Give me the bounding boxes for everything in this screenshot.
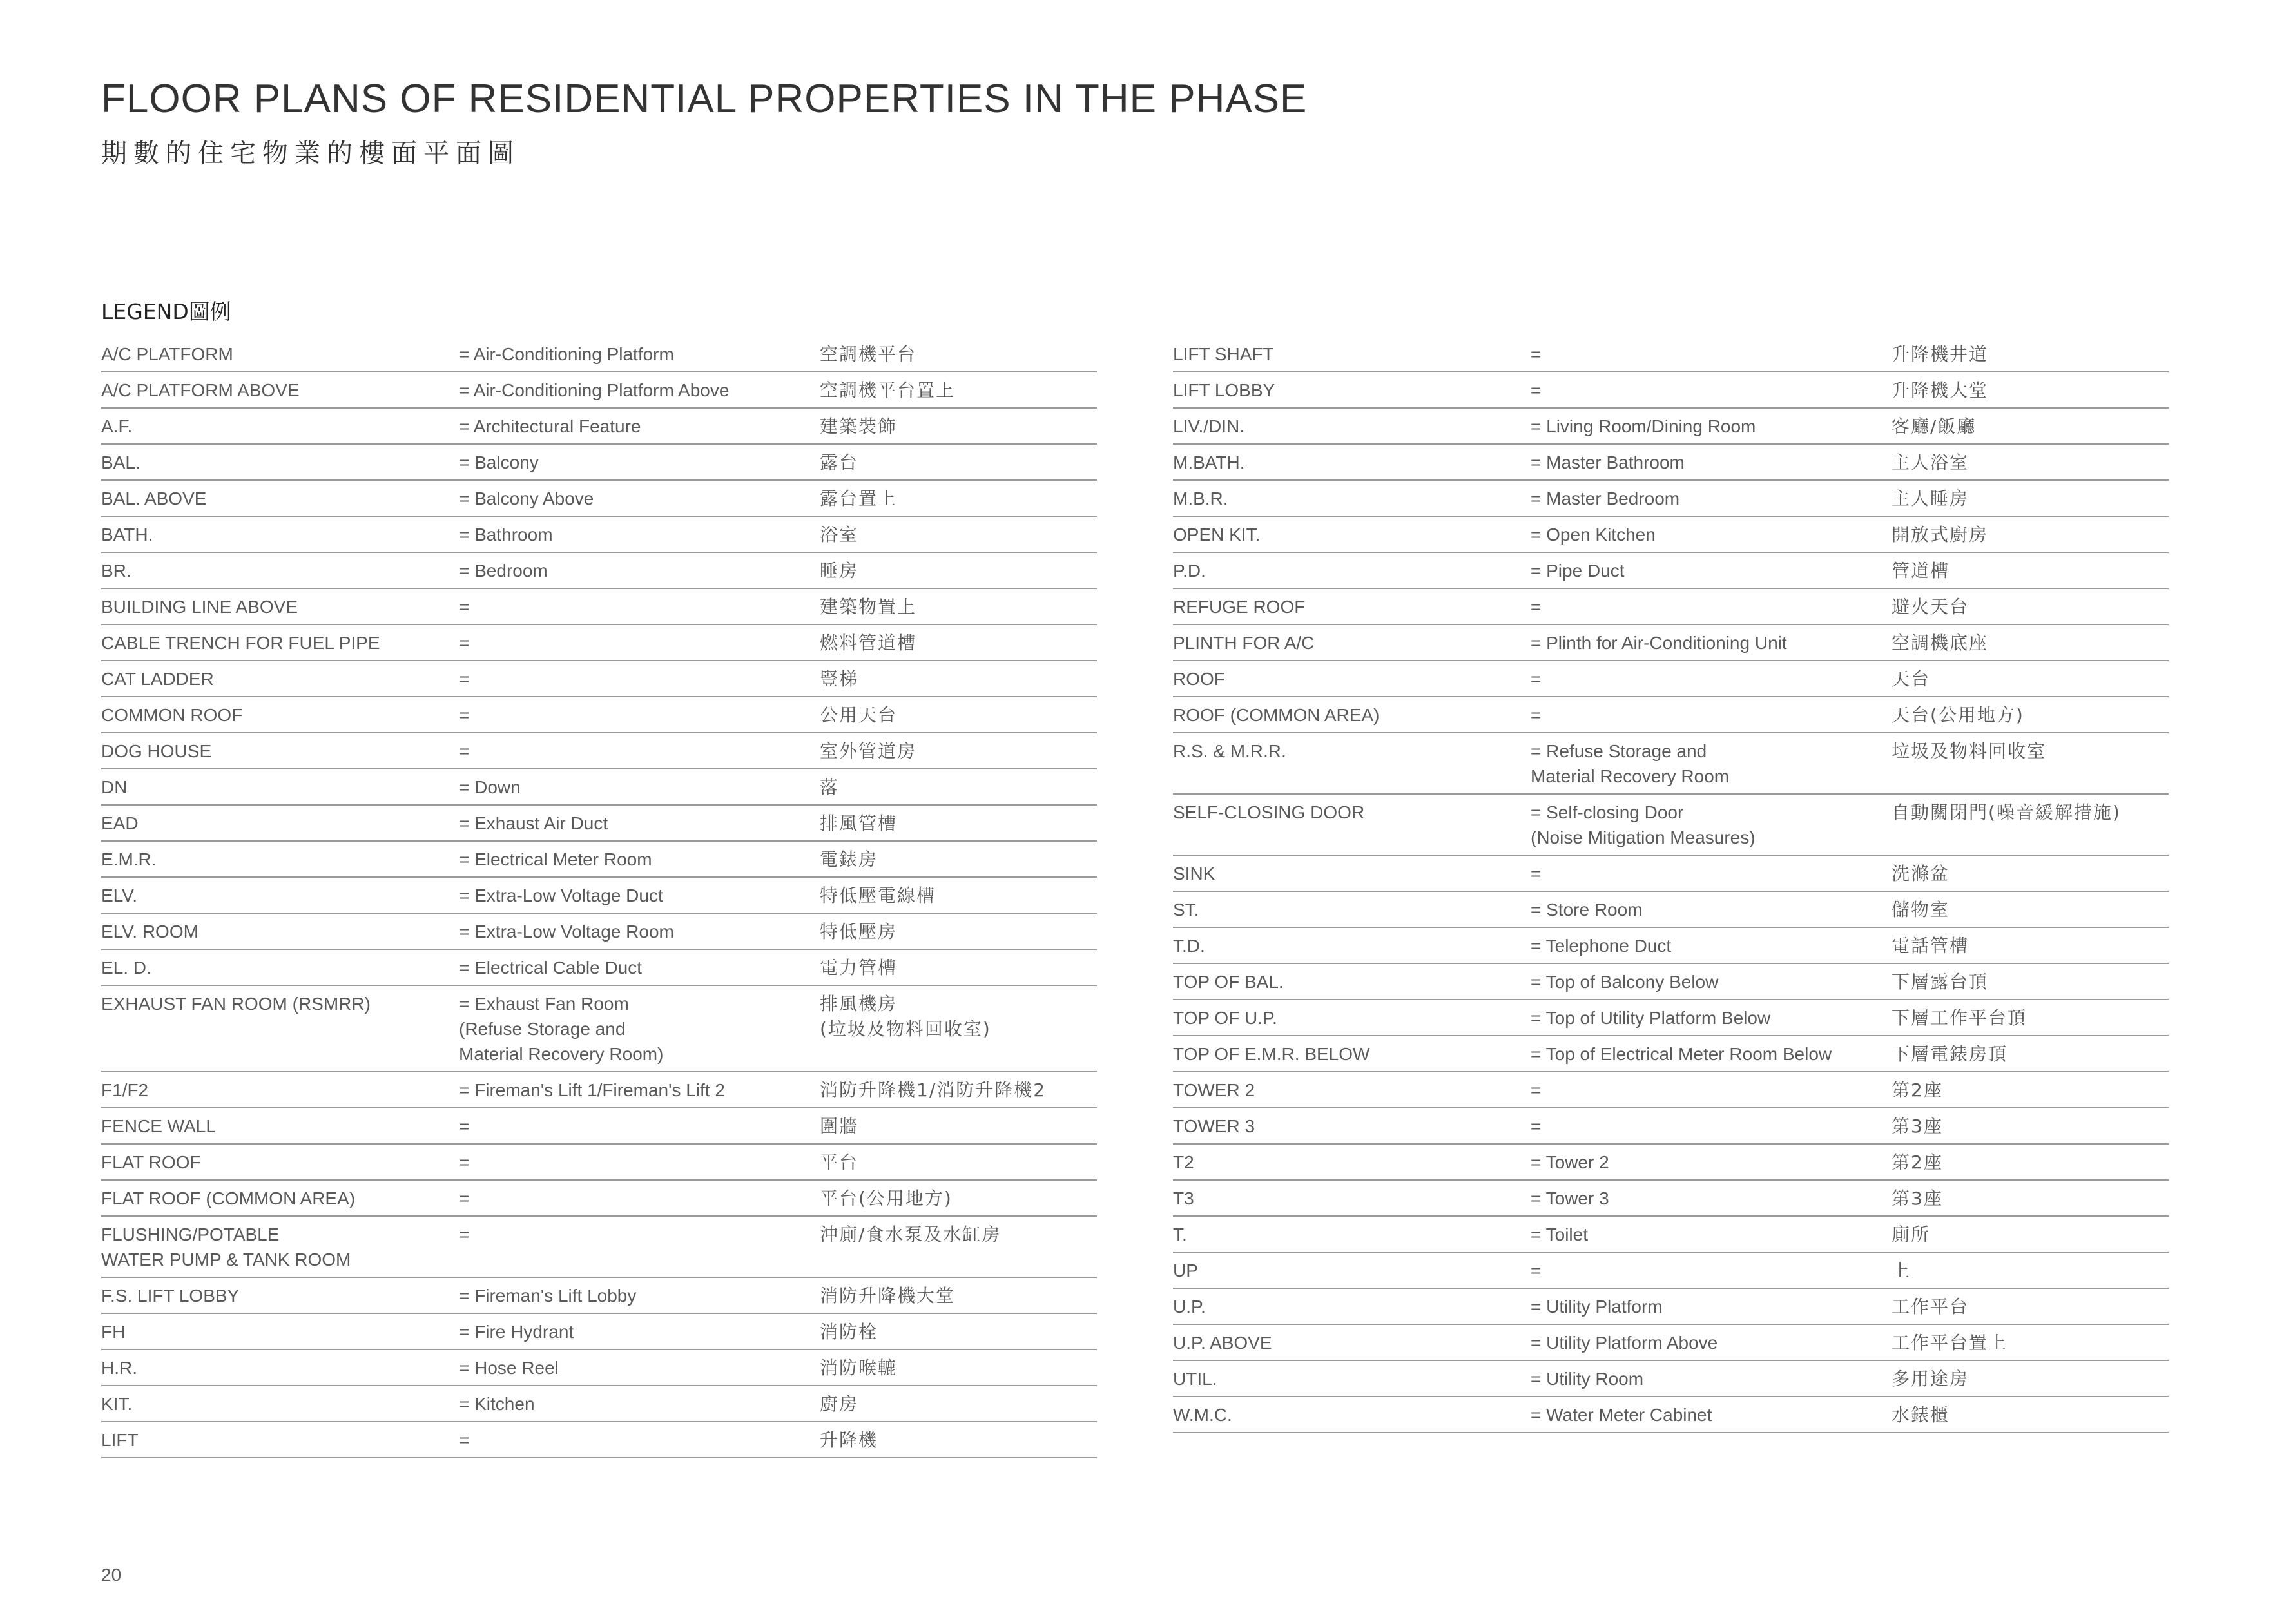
legend-description: = xyxy=(1531,661,1892,697)
legend-abbreviation: W.M.C. xyxy=(1173,1397,1531,1433)
legend-description: = Fireman's Lift 1/Fireman's Lift 2 xyxy=(459,1072,820,1108)
legend-abbreviation: BATH. xyxy=(101,516,459,552)
legend-row xyxy=(1173,552,2169,588)
legend-row xyxy=(101,552,1097,588)
legend-chinese-term: 第2座 xyxy=(1892,1144,2169,1180)
legend-row xyxy=(1173,1072,2169,1108)
legend-abbreviation: BUILDING LINE ABOVE xyxy=(101,588,459,624)
legend-chinese-term: 電力管槽 xyxy=(820,949,1097,985)
legend-description: = xyxy=(1531,855,1892,891)
legend-abbreviation: P.D. xyxy=(1173,552,1531,588)
legend-abbreviation: E.M.R. xyxy=(101,841,459,877)
legend-chinese-term: 下層工作平台頂 xyxy=(1892,1000,2169,1036)
legend-chinese-term: 排風管槽 xyxy=(820,805,1097,841)
legend-description: = Self-closing Door (Noise Mitigation Measures) xyxy=(1531,794,1892,855)
legend-chinese-term: 室外管道房 xyxy=(820,733,1097,769)
legend-description: = Tower 2 xyxy=(1531,1144,1892,1180)
legend-abbreviation: BAL. xyxy=(101,444,459,480)
legend-chinese-term: 落 xyxy=(820,769,1097,805)
legend-abbreviation: ROOF (COMMON AREA) xyxy=(1173,697,1531,733)
legend-abbreviation: T3 xyxy=(1173,1180,1531,1216)
legend-row xyxy=(101,841,1097,877)
legend-abbreviation: FH xyxy=(101,1313,459,1349)
legend-row xyxy=(101,1216,1097,1277)
legend-abbreviation: ST. xyxy=(1173,891,1531,927)
legend-abbreviation: T. xyxy=(1173,1216,1531,1252)
legend-chinese-term: 多用途房 xyxy=(1892,1360,2169,1397)
legend-description: = Master Bedroom xyxy=(1531,480,1892,516)
legend-row xyxy=(1173,1000,2169,1036)
legend-row xyxy=(1173,1180,2169,1216)
legend-heading: LEGEND圖例 xyxy=(101,299,231,324)
legend-abbreviation: FLAT ROOF (COMMON AREA) xyxy=(101,1180,459,1216)
legend-chinese-term: 圍牆 xyxy=(820,1108,1097,1144)
legend-row xyxy=(101,1180,1097,1216)
legend-chinese-term: 上 xyxy=(1892,1252,2169,1288)
legend-description: = Plinth for Air-Conditioning Unit xyxy=(1531,624,1892,661)
legend-row xyxy=(1173,1036,2169,1072)
legend-row xyxy=(1173,1324,2169,1360)
legend-description: = Top of Balcony Below xyxy=(1531,963,1892,1000)
legend-chinese-term: 消防喉轆 xyxy=(820,1349,1097,1386)
legend-abbreviation: LIFT LOBBY xyxy=(1173,372,1531,408)
legend-description: = Balcony xyxy=(459,444,820,480)
legend-abbreviation: LIFT SHAFT xyxy=(1173,336,1531,372)
legend-description: = Utility Platform xyxy=(1531,1288,1892,1324)
legend-chinese-term: 管道槽 xyxy=(1892,552,2169,588)
legend-description: = xyxy=(1531,336,1892,372)
legend-chinese-term: 主人睡房 xyxy=(1892,480,2169,516)
legend-row xyxy=(1173,891,2169,927)
legend-description: = xyxy=(459,1180,820,1216)
legend-description: = xyxy=(459,1144,820,1180)
legend-row xyxy=(101,805,1097,841)
legend-description: = Exhaust Air Duct xyxy=(459,805,820,841)
legend-chinese-term: 廁所 xyxy=(1892,1216,2169,1252)
legend-abbreviation: R.S. & M.R.R. xyxy=(1173,733,1531,794)
legend-chinese-term: 垃圾及物料回收室 xyxy=(1892,733,2169,794)
legend-description: = Toilet xyxy=(1531,1216,1892,1252)
legend-chinese-term: 升降機井道 xyxy=(1892,336,2169,372)
legend-row xyxy=(1173,1216,2169,1252)
legend-description: = Water Meter Cabinet xyxy=(1531,1397,1892,1433)
legend-description: = xyxy=(1531,1072,1892,1108)
legend-row xyxy=(101,697,1097,733)
legend-row xyxy=(101,1108,1097,1144)
legend-chinese-term: 消防升降機1/消防升降機2 xyxy=(820,1072,1097,1108)
legend-description: = Exhaust Fan Room (Refuse Storage and Material Recovery Room) xyxy=(459,985,820,1072)
legend-row xyxy=(101,985,1097,1072)
legend-row xyxy=(1173,794,2169,855)
legend-row xyxy=(101,480,1097,516)
legend-description: = Top of Utility Platform Below xyxy=(1531,1000,1892,1036)
legend-row xyxy=(1173,624,2169,661)
legend-row xyxy=(101,1072,1097,1108)
legend-row xyxy=(1173,1144,2169,1180)
legend-chinese-term: 第2座 xyxy=(1892,1072,2169,1108)
legend-row xyxy=(1173,480,2169,516)
legend-abbreviation: ELV. ROOM xyxy=(101,913,459,949)
legend-description: = xyxy=(459,733,820,769)
legend-chinese-term: 公用天台 xyxy=(820,697,1097,733)
legend-row xyxy=(101,372,1097,408)
legend-description: = Architectural Feature xyxy=(459,408,820,444)
legend-abbreviation: EAD xyxy=(101,805,459,841)
legend-row xyxy=(101,913,1097,949)
legend-chinese-term: 開放式廚房 xyxy=(1892,516,2169,552)
legend-abbreviation: PLINTH FOR A/C xyxy=(1173,624,1531,661)
legend-description: = Pipe Duct xyxy=(1531,552,1892,588)
legend-abbreviation: U.P. xyxy=(1173,1288,1531,1324)
legend-chinese-term: 建築裝飾 xyxy=(820,408,1097,444)
legend-row xyxy=(101,769,1097,805)
legend-description: = Tower 3 xyxy=(1531,1180,1892,1216)
legend-row xyxy=(1173,1397,2169,1433)
legend-abbreviation: T.D. xyxy=(1173,927,1531,963)
legend-row xyxy=(1173,444,2169,480)
legend-description: = Extra-Low Voltage Duct xyxy=(459,877,820,913)
legend-chinese-term: 平台 xyxy=(820,1144,1097,1180)
legend-row xyxy=(1173,927,2169,963)
legend-abbreviation: LIV./DIN. xyxy=(1173,408,1531,444)
legend-chinese-term: 豎梯 xyxy=(820,661,1097,697)
legend-abbreviation: UTIL. xyxy=(1173,1360,1531,1397)
legend-abbreviation: T2 xyxy=(1173,1144,1531,1180)
legend-row xyxy=(1173,336,2169,372)
legend-chinese-term: 平台(公用地方) xyxy=(820,1180,1097,1216)
legend-table-right xyxy=(1173,336,2169,1433)
legend-abbreviation: DOG HOUSE xyxy=(101,733,459,769)
legend-chinese-term: 浴室 xyxy=(820,516,1097,552)
legend-abbreviation: ELV. xyxy=(101,877,459,913)
legend-row xyxy=(101,733,1097,769)
legend-row xyxy=(101,1349,1097,1386)
legend-row xyxy=(101,949,1097,985)
legend-description: = Bedroom xyxy=(459,552,820,588)
legend-description: = Balcony Above xyxy=(459,480,820,516)
legend-abbreviation: DN xyxy=(101,769,459,805)
legend-row xyxy=(1173,1252,2169,1288)
legend-chinese-term: 工作平台置上 xyxy=(1892,1324,2169,1360)
legend-row xyxy=(1173,697,2169,733)
legend-table-left xyxy=(101,336,1097,1458)
legend-chinese-term: 空調機平台 xyxy=(820,336,1097,372)
legend-abbreviation: SINK xyxy=(1173,855,1531,891)
legend-description: = xyxy=(1531,697,1892,733)
legend-row xyxy=(1173,372,2169,408)
legend-abbreviation: EXHAUST FAN ROOM (RSMRR) xyxy=(101,985,459,1072)
legend-abbreviation: BR. xyxy=(101,552,459,588)
legend-row xyxy=(101,624,1097,661)
legend-row xyxy=(1173,733,2169,794)
page-number: 20 xyxy=(101,1565,122,1585)
legend-chinese-term: 燃料管道槽 xyxy=(820,624,1097,661)
legend-chinese-term: 消防升降機大堂 xyxy=(820,1277,1097,1313)
legend-description: = xyxy=(1531,1252,1892,1288)
legend-description: = Master Bathroom xyxy=(1531,444,1892,480)
legend-description: = Telephone Duct xyxy=(1531,927,1892,963)
legend-chinese-term: 電話管槽 xyxy=(1892,927,2169,963)
legend-row xyxy=(101,336,1097,372)
legend-chinese-term: 空調機平台置上 xyxy=(820,372,1097,408)
legend-abbreviation: F.S. LIFT LOBBY xyxy=(101,1277,459,1313)
legend-abbreviation: BAL. ABOVE xyxy=(101,480,459,516)
legend-row xyxy=(1173,516,2169,552)
legend-chinese-term: 水錶櫃 xyxy=(1892,1397,2169,1433)
legend-row xyxy=(101,877,1097,913)
legend-abbreviation: M.BATH. xyxy=(1173,444,1531,480)
legend-chinese-term: 主人浴室 xyxy=(1892,444,2169,480)
legend-chinese-term: 特低壓房 xyxy=(820,913,1097,949)
legend-row xyxy=(101,1144,1097,1180)
legend-abbreviation: TOWER 2 xyxy=(1173,1072,1531,1108)
legend-chinese-term: 沖廁/食水泵及水缸房 xyxy=(820,1216,1097,1277)
legend-description: = xyxy=(459,624,820,661)
legend-row xyxy=(1173,963,2169,1000)
legend-abbreviation: OPEN KIT. xyxy=(1173,516,1531,552)
legend-chinese-term: 露台 xyxy=(820,444,1097,480)
legend-row xyxy=(1173,408,2169,444)
legend-chinese-term: 升降機 xyxy=(820,1422,1097,1458)
legend-abbreviation: A.F. xyxy=(101,408,459,444)
legend-row xyxy=(1173,661,2169,697)
legend-chinese-term: 下層露台頂 xyxy=(1892,963,2169,1000)
legend-abbreviation: A/C PLATFORM xyxy=(101,336,459,372)
legend-abbreviation: CABLE TRENCH FOR FUEL PIPE xyxy=(101,624,459,661)
legend-chinese-term: 升降機大堂 xyxy=(1892,372,2169,408)
legend-abbreviation: TOP OF U.P. xyxy=(1173,1000,1531,1036)
legend-chinese-term: 排風機房 (垃圾及物料回收室) xyxy=(820,985,1097,1072)
legend-description: = Utility Room xyxy=(1531,1360,1892,1397)
legend-abbreviation: REFUGE ROOF xyxy=(1173,588,1531,624)
legend-abbreviation: FLAT ROOF xyxy=(101,1144,459,1180)
legend-abbreviation: H.R. xyxy=(101,1349,459,1386)
legend-row xyxy=(101,1422,1097,1458)
legend-chinese-term: 第3座 xyxy=(1892,1180,2169,1216)
legend-row xyxy=(101,1386,1097,1422)
legend-description: = Refuse Storage and Material Recovery Room xyxy=(1531,733,1892,794)
legend-abbreviation: COMMON ROOF xyxy=(101,697,459,733)
legend-description: = xyxy=(459,697,820,733)
legend-abbreviation: SELF-CLOSING DOOR xyxy=(1173,794,1531,855)
legend-row xyxy=(101,1277,1097,1313)
legend-description: = Top of Electrical Meter Room Below xyxy=(1531,1036,1892,1072)
legend-description: = xyxy=(459,661,820,697)
legend-abbreviation: FLUSHING/POTABLE WATER PUMP & TANK ROOM xyxy=(101,1216,459,1277)
legend-abbreviation: EL. D. xyxy=(101,949,459,985)
legend-description: = Electrical Cable Duct xyxy=(459,949,820,985)
legend-abbreviation: KIT. xyxy=(101,1386,459,1422)
legend-chinese-term: 天台 xyxy=(1892,661,2169,697)
legend-chinese-term: 天台(公用地方) xyxy=(1892,697,2169,733)
legend-chinese-term: 睡房 xyxy=(820,552,1097,588)
legend-row xyxy=(101,408,1097,444)
legend-abbreviation: CAT LADDER xyxy=(101,661,459,697)
legend-description: = xyxy=(459,1108,820,1144)
legend-chinese-term: 電錶房 xyxy=(820,841,1097,877)
page-title-chinese: 期數的住宅物業的樓面平面圖 xyxy=(101,139,520,168)
legend-row xyxy=(1173,855,2169,891)
legend-description: = Fireman's Lift Lobby xyxy=(459,1277,820,1313)
legend-description: = xyxy=(1531,372,1892,408)
legend-description: = Air-Conditioning Platform Above xyxy=(459,372,820,408)
legend-description: = Extra-Low Voltage Room xyxy=(459,913,820,949)
legend-description: = xyxy=(459,588,820,624)
legend-chinese-term: 工作平台 xyxy=(1892,1288,2169,1324)
legend-description: = Utility Platform Above xyxy=(1531,1324,1892,1360)
legend-description: = Bathroom xyxy=(459,516,820,552)
legend-chinese-term: 自動關閉門(噪音緩解措施) xyxy=(1892,794,2169,855)
legend-description: = xyxy=(459,1216,820,1277)
legend-chinese-term: 客廳/飯廳 xyxy=(1892,408,2169,444)
legend-row xyxy=(101,516,1097,552)
legend-row xyxy=(101,444,1097,480)
legend-description: = Open Kitchen xyxy=(1531,516,1892,552)
legend-description: = Hose Reel xyxy=(459,1349,820,1386)
legend-description: = xyxy=(459,1422,820,1458)
legend-description: = Down xyxy=(459,769,820,805)
legend-row xyxy=(1173,1288,2169,1324)
legend-abbreviation: A/C PLATFORM ABOVE xyxy=(101,372,459,408)
legend-description: = Living Room/Dining Room xyxy=(1531,408,1892,444)
legend-chinese-term: 特低壓電線槽 xyxy=(820,877,1097,913)
legend-row xyxy=(1173,1108,2169,1144)
legend-chinese-term: 建築物置上 xyxy=(820,588,1097,624)
legend-chinese-term: 避火天台 xyxy=(1892,588,2169,624)
legend-row xyxy=(101,1313,1097,1349)
legend-chinese-term: 第3座 xyxy=(1892,1108,2169,1144)
legend-row xyxy=(1173,588,2169,624)
legend-abbreviation: FENCE WALL xyxy=(101,1108,459,1144)
legend-chinese-term: 儲物室 xyxy=(1892,891,2169,927)
legend-chinese-term: 洗滌盆 xyxy=(1892,855,2169,891)
legend-abbreviation: UP xyxy=(1173,1252,1531,1288)
legend-row xyxy=(1173,1360,2169,1397)
page-title-english: FLOOR PLANS OF RESIDENTIAL PROPERTIES IN THE PHASE xyxy=(101,77,1308,121)
legend-chinese-term: 消防栓 xyxy=(820,1313,1097,1349)
legend-abbreviation: M.B.R. xyxy=(1173,480,1531,516)
legend-description: = Electrical Meter Room xyxy=(459,841,820,877)
legend-abbreviation: U.P. ABOVE xyxy=(1173,1324,1531,1360)
legend-chinese-term: 廚房 xyxy=(820,1386,1097,1422)
legend-description: = Air-Conditioning Platform xyxy=(459,336,820,372)
legend-abbreviation: TOP OF BAL. xyxy=(1173,963,1531,1000)
legend-abbreviation: LIFT xyxy=(101,1422,459,1458)
legend-description: = xyxy=(1531,588,1892,624)
legend-row xyxy=(101,661,1097,697)
legend-abbreviation: ROOF xyxy=(1173,661,1531,697)
legend-abbreviation: TOP OF E.M.R. BELOW xyxy=(1173,1036,1531,1072)
legend-abbreviation: TOWER 3 xyxy=(1173,1108,1531,1144)
legend-chinese-term: 露台置上 xyxy=(820,480,1097,516)
legend-description: = Kitchen xyxy=(459,1386,820,1422)
legend-row xyxy=(101,588,1097,624)
legend-description: = Fire Hydrant xyxy=(459,1313,820,1349)
legend-description: = xyxy=(1531,1108,1892,1144)
legend-abbreviation: F1/F2 xyxy=(101,1072,459,1108)
legend-chinese-term: 下層電錶房頂 xyxy=(1892,1036,2169,1072)
legend-description: = Store Room xyxy=(1531,891,1892,927)
legend-chinese-term: 空調機底座 xyxy=(1892,624,2169,661)
